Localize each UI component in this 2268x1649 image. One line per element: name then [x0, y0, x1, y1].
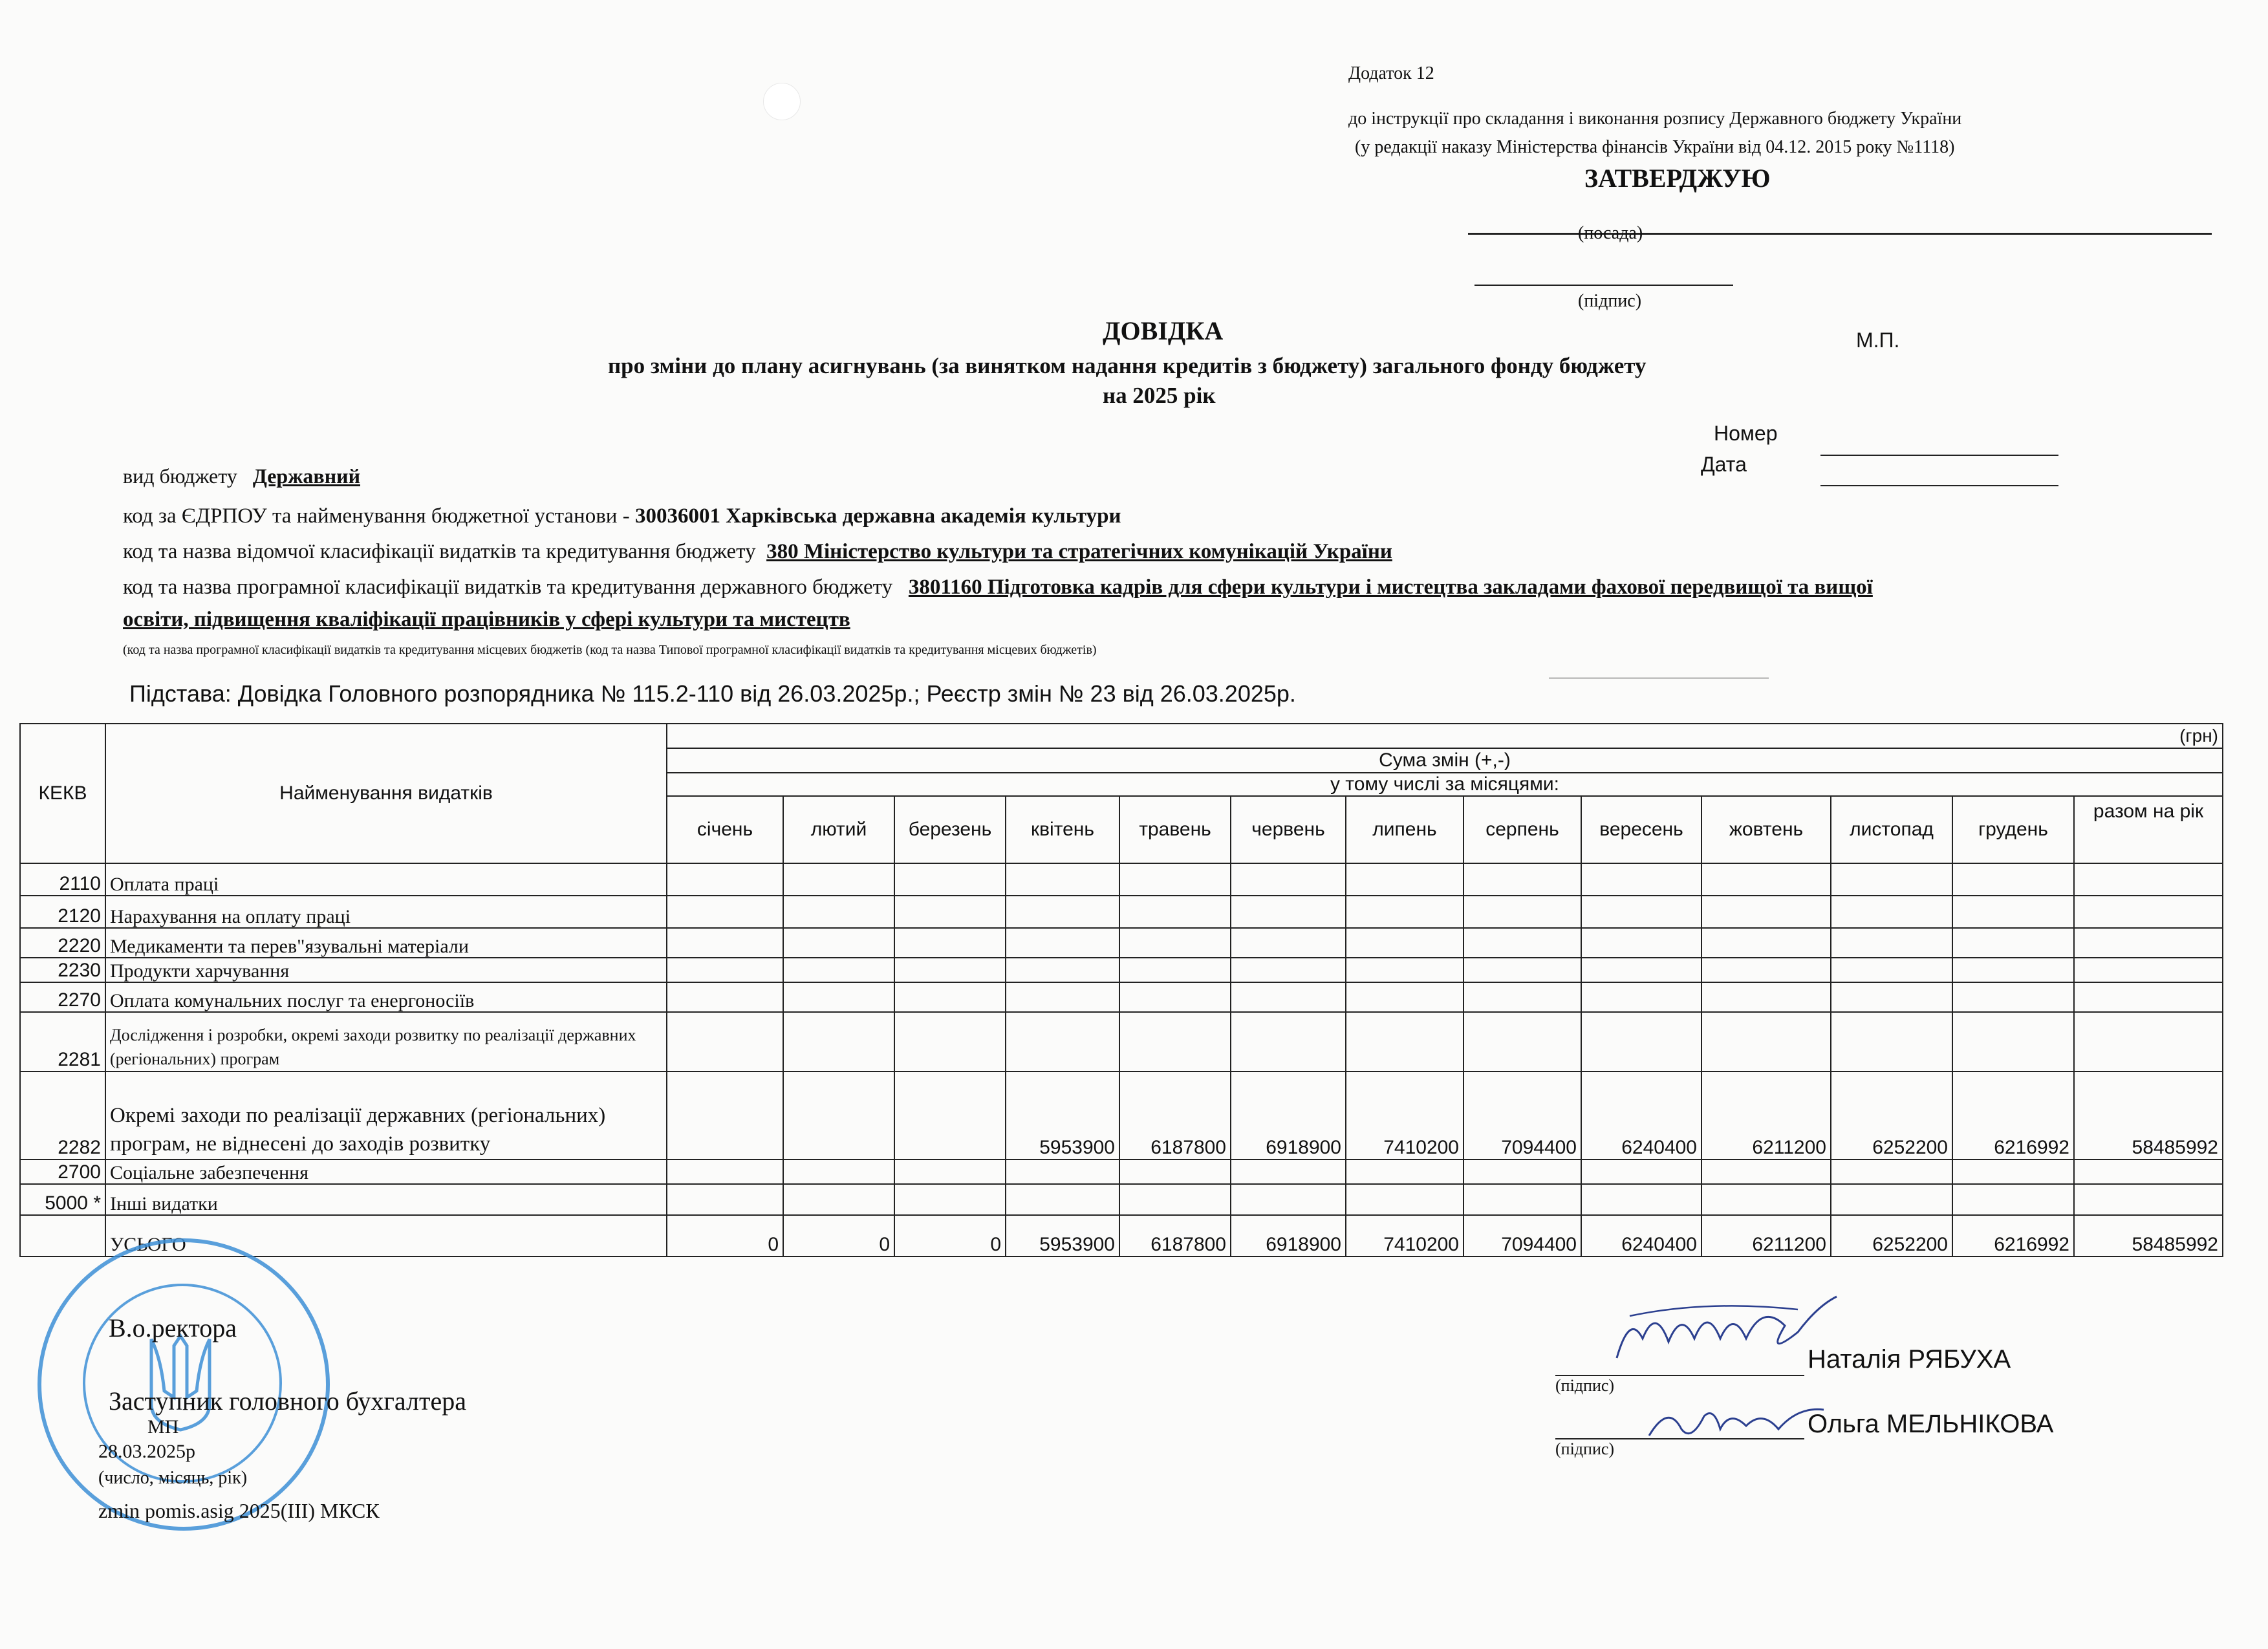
- budget-type-value: Державний: [252, 464, 361, 488]
- total-value: 0: [667, 1215, 783, 1256]
- row-value: [1952, 1159, 2074, 1184]
- month-header: листопад: [1831, 796, 1952, 863]
- dept-row: [123, 540, 1392, 564]
- row-value: [1119, 928, 1231, 958]
- row-value: 6240400: [1581, 1072, 1701, 1159]
- signature-line: [1474, 285, 1733, 286]
- row-value: [1006, 863, 1119, 896]
- row-value: [1006, 982, 1119, 1012]
- row-value: [894, 1072, 1006, 1159]
- row-value: [1831, 1184, 1952, 1215]
- seal-label: М.П.: [1856, 329, 1900, 352]
- row-value: [1119, 1184, 1231, 1215]
- row-value: [1581, 928, 1701, 958]
- row-name: Оплата праці: [105, 863, 667, 896]
- month-header: лютий: [783, 796, 894, 863]
- edrpou-row: [123, 504, 1121, 528]
- header-months-group: у тому числі за місяцями:: [667, 773, 2223, 796]
- total-label: УСЬОГО: [105, 1215, 667, 1256]
- month-header: січень: [667, 796, 783, 863]
- header-kekv: КЕКВ: [20, 724, 105, 863]
- row-value: [1463, 958, 1581, 982]
- row-value: [1119, 982, 1231, 1012]
- table-row: [20, 928, 2223, 958]
- table-row: [20, 982, 2223, 1012]
- row-value: [1701, 958, 1831, 982]
- row-value: [894, 1159, 1006, 1184]
- table-row: [20, 896, 2223, 928]
- local-note: (код та назва програмної класифікації видатків та кредитування місцевих бюджетів (код та назва Типової програмної класифікації видатків та кредитування місцевих бюджетів): [123, 643, 1097, 657]
- row-value: [1463, 928, 1581, 958]
- doc-title: ДОВІДКА: [1103, 316, 1224, 345]
- row-value: [1006, 958, 1119, 982]
- row-value: [1581, 1159, 1701, 1184]
- row-code: 2230: [20, 958, 105, 982]
- month-header: вересень: [1581, 796, 1701, 863]
- approve-title: ЗАТВЕРДЖУЮ: [1584, 164, 1771, 193]
- row-code: 2110: [20, 863, 105, 896]
- row-value: [1231, 863, 1346, 896]
- total-value: 6240400: [1581, 1215, 1701, 1256]
- row-value: [1581, 1012, 1701, 1072]
- month-header: березень: [894, 796, 1006, 863]
- signer1-name: Наталія РЯБУХА: [1808, 1345, 2011, 1374]
- dept-label: код та назва відомчої класифікації видатків та кредитування бюджету: [123, 540, 756, 563]
- basis: Підстава: Довідка Головного розпорядника № 115.2-110 від 26.03.2025р.; Реєстр змін № 23 від 26.03.2025р.: [129, 680, 1296, 707]
- date-line: [1820, 485, 2058, 486]
- row-code: 2700: [20, 1159, 105, 1184]
- row-name: Інші видатки: [105, 1184, 667, 1215]
- row-value: [783, 928, 894, 958]
- row-code: 2282: [20, 1072, 105, 1159]
- row-value: [1952, 896, 2074, 928]
- total-value: 5953900: [1006, 1215, 1119, 1256]
- rector-label: В.о.ректора: [109, 1313, 237, 1342]
- row-value: [1581, 863, 1701, 896]
- row-value: [1831, 928, 1952, 958]
- row-value: [1006, 1159, 1119, 1184]
- row-code: 2270: [20, 982, 105, 1012]
- month-header: жовтень: [1701, 796, 1831, 863]
- row-value: [894, 958, 1006, 982]
- row-value: [1463, 1184, 1581, 1215]
- month-header: серпень: [1463, 796, 1581, 863]
- row-value: [1346, 1012, 1463, 1072]
- row-value: 7410200: [1346, 1072, 1463, 1159]
- program-value-2: освіти, підвищення кваліфікації працівників у сфері культури та мистецтв: [123, 608, 850, 631]
- row-value: [1346, 928, 1463, 958]
- row-value: [894, 982, 1006, 1012]
- signature2-caption: (підпис): [1555, 1439, 1615, 1458]
- table-row: [20, 1012, 2223, 1072]
- table-row: [20, 1184, 2223, 1215]
- budget-type-label: вид бюджету: [123, 464, 237, 488]
- doc-subtitle: про зміни до плану асигнувань (за винятком надання кредитів з бюджету) загального фонду бюджету: [608, 353, 1647, 378]
- row-name: Продукти харчування: [105, 958, 667, 982]
- signature-caption: (підпис): [1578, 291, 1642, 311]
- month-header: липень: [1346, 796, 1463, 863]
- signature1-caption: (підпис): [1555, 1376, 1615, 1395]
- total-row: [20, 1215, 2223, 1256]
- row-value: [667, 928, 783, 958]
- row-value: [1006, 1184, 1119, 1215]
- row-value: [894, 896, 1006, 928]
- row-value: [1463, 863, 1581, 896]
- row-value: [667, 958, 783, 982]
- row-value: [667, 1072, 783, 1159]
- row-value: 5953900: [1006, 1072, 1119, 1159]
- month-header-total: разом на рік: [2074, 796, 2223, 863]
- row-value: [1701, 928, 1831, 958]
- row-value: [1119, 863, 1231, 896]
- row-value: 6216992: [1952, 1072, 2074, 1159]
- row-value: [783, 982, 894, 1012]
- row-value: [1952, 1012, 2074, 1072]
- row-value: [667, 1184, 783, 1215]
- number-label: Номер: [1714, 422, 1778, 445]
- footer-file: zmin pomis.asig 2025(III) МКСК: [98, 1499, 380, 1522]
- row-value: 6211200: [1701, 1072, 1831, 1159]
- handwritten-signature-1: [1604, 1287, 1850, 1377]
- row-value: [667, 896, 783, 928]
- row-value: [1701, 896, 1831, 928]
- row-value: [1952, 958, 2074, 982]
- table-row: [20, 1159, 2223, 1184]
- row-value: [783, 1072, 894, 1159]
- row-value: [2074, 863, 2223, 896]
- row-value: [667, 863, 783, 896]
- row-value: [1346, 863, 1463, 896]
- table-row: [20, 863, 2223, 896]
- row-code: 5000 *: [20, 1184, 105, 1215]
- row-value: [1346, 982, 1463, 1012]
- position-caption: (посада): [1578, 223, 1643, 243]
- handwritten-signature-2: [1643, 1390, 1837, 1449]
- row-value: [1581, 982, 1701, 1012]
- row-value: [1119, 1012, 1231, 1072]
- row-value: [1463, 1159, 1581, 1184]
- total-value: 58485992: [2074, 1215, 2223, 1256]
- row-value: [1346, 1184, 1463, 1215]
- month-header: травень: [1119, 796, 1231, 863]
- header-sum: Сума змін (+,-): [667, 748, 2223, 773]
- row-value: [1952, 863, 2074, 896]
- row-value: [2074, 928, 2223, 958]
- row-value: [1831, 1159, 1952, 1184]
- row-value: [1231, 928, 1346, 958]
- row-code: 2220: [20, 928, 105, 958]
- row-name: Нарахування на оплату праці: [105, 896, 667, 928]
- row-value: [1006, 928, 1119, 958]
- row-value: [1952, 982, 2074, 1012]
- row-code: 2120: [20, 896, 105, 928]
- edrpou-value: 30036001 Харківська державна академія культури: [634, 504, 1121, 528]
- row-value: [1831, 896, 1952, 928]
- row-value: [1581, 1184, 1701, 1215]
- number-line: [1820, 455, 2058, 456]
- row-value: [1701, 1012, 1831, 1072]
- row-value: [1119, 896, 1231, 928]
- row-value: [667, 982, 783, 1012]
- row-value: [894, 863, 1006, 896]
- signer2-name: Ольга МЕЛЬНІКОВА: [1808, 1410, 2054, 1438]
- row-value: 6252200: [1831, 1072, 1952, 1159]
- row-value: [1119, 1159, 1231, 1184]
- footer-mp: МП: [147, 1416, 179, 1438]
- row-value: [1119, 958, 1231, 982]
- row-value: [1231, 958, 1346, 982]
- row-value: [2074, 1184, 2223, 1215]
- row-value: [783, 1184, 894, 1215]
- total-code-cell: [20, 1215, 105, 1256]
- row-name: Оплата комунальних послуг та енергоносіїв: [105, 982, 667, 1012]
- footer-date-caption: (число, місяць, рік): [98, 1468, 248, 1488]
- row-value: [894, 1012, 1006, 1072]
- row-value: [1231, 1159, 1346, 1184]
- row-code: 2281: [20, 1012, 105, 1072]
- appendix-line-3: (у редакції наказу Міністерства фінансів України від 04.12. 2015 року №1118): [1355, 137, 1955, 157]
- total-value: 6252200: [1831, 1215, 1952, 1256]
- row-value: [783, 958, 894, 982]
- program-label: код та назва програмної класифікації видатків та кредитування державного бюджету: [123, 576, 893, 599]
- row-value: 6918900: [1231, 1072, 1346, 1159]
- row-value: [1231, 1012, 1346, 1072]
- row-value: [667, 1012, 783, 1072]
- total-value: 6216992: [1952, 1215, 2074, 1256]
- row-value: [1952, 1184, 2074, 1215]
- row-value: [1346, 896, 1463, 928]
- row-value: [2074, 1159, 2223, 1184]
- row-name: Дослідження і розробки, окремі заходи розвитку по реалізації державних (регіональних) програм: [105, 1012, 667, 1072]
- row-value: [667, 1159, 783, 1184]
- row-value: [1952, 928, 2074, 958]
- row-value: [1831, 982, 1952, 1012]
- total-value: 0: [783, 1215, 894, 1256]
- total-value: 7094400: [1463, 1215, 1581, 1256]
- appendix-line-1: Додаток 12: [1348, 63, 1434, 83]
- table-row: [20, 1072, 2223, 1159]
- program-row: [123, 576, 1873, 599]
- row-value: [1701, 1159, 1831, 1184]
- row-value: [783, 896, 894, 928]
- row-value: [1231, 896, 1346, 928]
- budget-type-row: [123, 464, 360, 488]
- appendix-line-2: до інструкції про складання і виконання розпису Державного бюджету України: [1348, 109, 1962, 129]
- row-value: 7094400: [1463, 1072, 1581, 1159]
- row-value: [2074, 896, 2223, 928]
- row-value: [1231, 1184, 1346, 1215]
- row-value: [1346, 958, 1463, 982]
- row-value: [1463, 896, 1581, 928]
- footer-date: 28.03.2025р: [98, 1441, 195, 1462]
- header-name: Найменування видатків: [105, 724, 667, 863]
- total-value: 6187800: [1119, 1215, 1231, 1256]
- table-row: [20, 958, 2223, 982]
- row-value: [1231, 982, 1346, 1012]
- row-value: 58485992: [2074, 1072, 2223, 1159]
- row-value: [1006, 1012, 1119, 1072]
- row-value: [1831, 958, 1952, 982]
- row-value: [1346, 1159, 1463, 1184]
- program-value-1: 3801160 Підготовка кадрів для сфери культури і мистецтва закладами фахової передвищої та вищої: [908, 576, 1873, 599]
- row-value: [783, 863, 894, 896]
- row-value: [1701, 1184, 1831, 1215]
- accountant-label: Заступник головного бухгалтера: [109, 1386, 466, 1416]
- row-value: [783, 1012, 894, 1072]
- date-label: Дата: [1701, 453, 1747, 476]
- total-value: 7410200: [1346, 1215, 1463, 1256]
- doc-year: на 2025 рік: [1103, 383, 1216, 408]
- unit-label: (грн): [667, 724, 2223, 748]
- month-header: червень: [1231, 796, 1346, 863]
- row-value: [1463, 982, 1581, 1012]
- row-value: [1463, 1012, 1581, 1072]
- row-name: Соціальне забезпечення: [105, 1159, 667, 1184]
- punch-hole: [763, 83, 801, 120]
- row-value: [2074, 982, 2223, 1012]
- row-value: [1581, 896, 1701, 928]
- table-body: [20, 863, 2223, 1256]
- row-value: [894, 928, 1006, 958]
- expenses-table: [19, 723, 2223, 1257]
- row-value: [1831, 863, 1952, 896]
- row-value: [1006, 896, 1119, 928]
- edrpou-label: код за ЄДРПОУ та найменування бюджетної установи -: [123, 504, 635, 528]
- row-value: [2074, 958, 2223, 982]
- total-value: 6918900: [1231, 1215, 1346, 1256]
- month-header: квітень: [1006, 796, 1119, 863]
- month-header: грудень: [1952, 796, 2074, 863]
- row-value: [1831, 1012, 1952, 1072]
- row-value: [1701, 982, 1831, 1012]
- row-value: [894, 1184, 1006, 1215]
- dept-value: 380 Міністерство культури та стратегічних комунікацій України: [766, 540, 1392, 563]
- row-value: [1581, 958, 1701, 982]
- total-value: 6211200: [1701, 1215, 1831, 1256]
- row-value: [2074, 1012, 2223, 1072]
- total-value: 0: [894, 1215, 1006, 1256]
- row-name: Медикаменти та перев"язувальні матеріали: [105, 928, 667, 958]
- row-name: Окремі заходи по реалізації державних (регіональних) програм, не віднесені до заходів розвитку: [105, 1072, 667, 1159]
- row-value: 6187800: [1119, 1072, 1231, 1159]
- row-value: [1701, 863, 1831, 896]
- row-value: [783, 1159, 894, 1184]
